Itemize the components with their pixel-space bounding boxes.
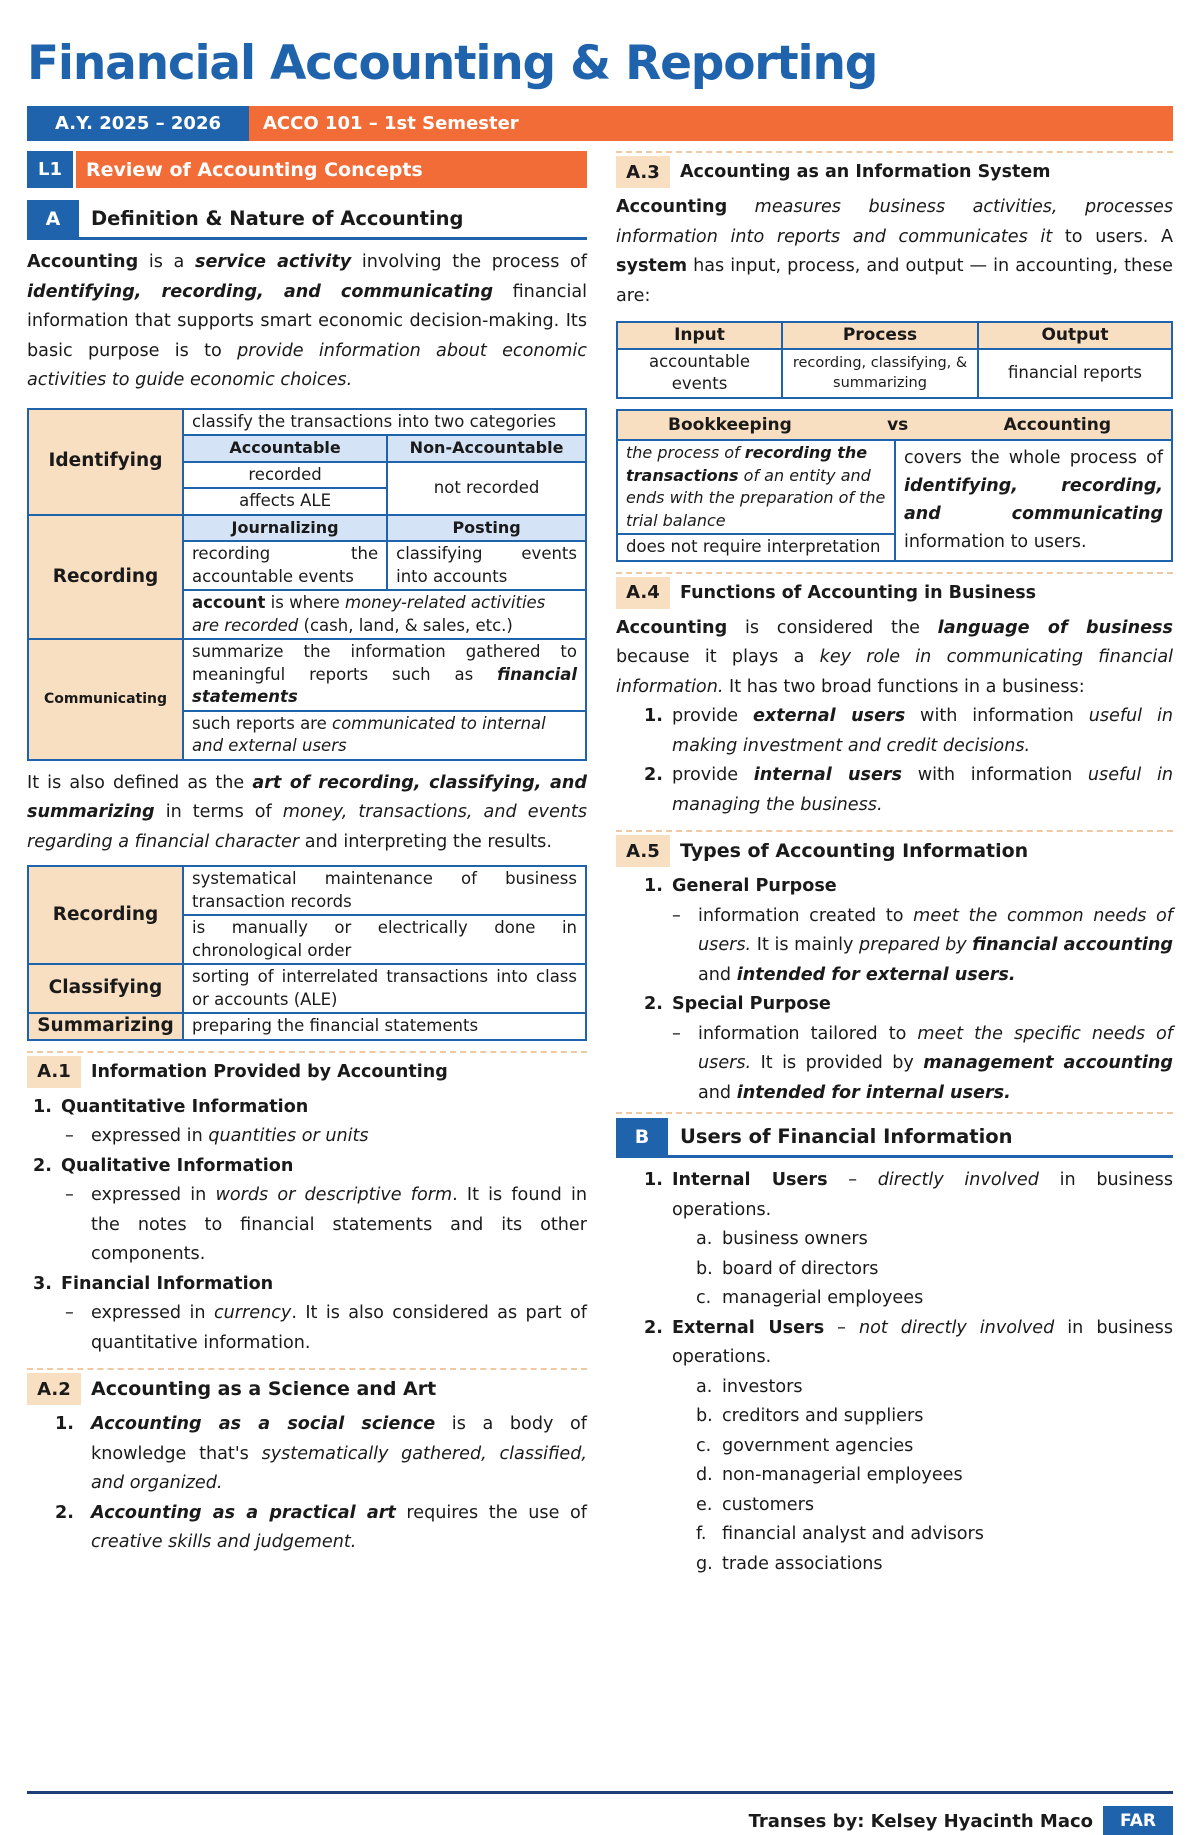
input-header: Input xyxy=(617,322,782,349)
posting-cell: classifying events into accounts xyxy=(387,541,586,590)
list-item: 2. Qualitative Information xyxy=(33,1155,294,1176)
process-value: recording, classifying, & summarizing xyxy=(782,349,978,398)
classifying-label: Classifying xyxy=(28,964,183,1013)
recording-label: Recording xyxy=(28,515,183,640)
lesson-tag: L1 xyxy=(27,151,73,188)
internal-users-list xyxy=(616,1225,1173,1314)
non-accountable-header: Non-Accountable xyxy=(387,435,586,462)
journalizing-cell: recording the accountable events xyxy=(183,541,387,590)
account-cell: account is where money-related activities are recorded (cash, land, & sales, etc.) xyxy=(183,590,586,639)
lesson-header xyxy=(27,151,587,188)
recorded-cell: recorded xyxy=(183,462,387,489)
section-title: Functions of Accounting in Business xyxy=(680,582,1037,603)
ipo-table xyxy=(616,321,1173,399)
left-column xyxy=(27,151,587,1558)
functions-list xyxy=(616,702,1173,820)
section-title: Types of Accounting Information xyxy=(680,840,1029,862)
definition-paragraph: It is also defined as the art of recording, classifying, and summarizing in terms of money, transactions, and events regarding a financial character and interpreting the results. xyxy=(27,772,588,852)
bookkeeping-note: does not require interpretation xyxy=(617,534,895,561)
reports-cell: such reports are communicated to internal and external users xyxy=(183,711,586,760)
info-list xyxy=(27,1093,587,1123)
section-tag: B xyxy=(616,1118,668,1155)
section-tag: A xyxy=(27,200,79,237)
list-item: 1. General Purpose xyxy=(644,876,837,896)
list-item: b. board of directors xyxy=(696,1258,879,1279)
right-column xyxy=(616,151,1173,1579)
section-title: Information Provided by Accounting xyxy=(91,1061,448,1082)
list-item: b. creditors and suppliers xyxy=(696,1406,924,1426)
bookkeeping-vs-accounting-table xyxy=(616,409,1173,562)
output-value: financial reports xyxy=(978,349,1172,398)
intro-paragraph: Accounting is a service activity involving the process of identifying, recording, and communicating financial information that supports smart economic decision-making. Its basic purpose is to provide information about economic activities to guide economic choices. xyxy=(27,252,587,390)
summarize-cell: summarize the information gathered to meaningful reports such as financial statements xyxy=(183,639,586,711)
list-item: 2. External Users – not directly involved in business operations. xyxy=(644,1317,1174,1367)
bookkeeping-def: the process of recording the transactions of an entity and ends with the preparation of the trial balance xyxy=(617,440,895,534)
journalizing-header: Journalizing xyxy=(183,515,387,542)
classifying-def: sorting of interrelated transactions into class or accounts (ALE) xyxy=(183,964,586,1013)
comparison-header xyxy=(617,410,1172,441)
list-item: 1. provide external users with information useful in making investment and credit decisions. xyxy=(644,706,1173,756)
list-item: g. trade associations xyxy=(696,1553,883,1574)
list-item: 2. provide internal users with information useful in managing the business. xyxy=(644,765,1173,815)
functions-paragraph: Accounting is considered the language of business because it plays a key role in communicating financial information. It has two broad functions in a business: xyxy=(616,617,1173,697)
summarizing-label: Summarizing xyxy=(28,1013,183,1040)
section-a2-header xyxy=(27,1368,587,1404)
summarizing-def: preparing the financial statements xyxy=(183,1013,586,1040)
course-band xyxy=(27,106,1173,141)
list-item: d. non-managerial employees xyxy=(696,1465,963,1485)
section-tag: A.5 xyxy=(616,835,670,867)
section-tag: A.1 xyxy=(27,1056,81,1088)
art-table xyxy=(27,865,587,1041)
recording-def-1: systematical maintenance of business transaction records xyxy=(183,866,586,915)
recording-label-2: Recording xyxy=(28,866,183,964)
footer xyxy=(749,1806,1173,1835)
section-title: Users of Financial Information xyxy=(680,1125,1013,1148)
list-detail: – expressed in words or descriptive form. It is found in the notes to financial statements and its other components. xyxy=(65,1185,587,1264)
section-title: Accounting as a Science and Art xyxy=(91,1378,437,1400)
list-item: 3. Financial Information xyxy=(33,1273,274,1294)
list-detail: – expressed in quantities or units xyxy=(65,1126,369,1146)
system-paragraph: Accounting measures business activities, processes information into reports and communicates it to users. A system has input, process, and output — in accounting, these are: xyxy=(616,197,1174,306)
section-b-header xyxy=(616,1112,1173,1158)
external-users-list xyxy=(616,1373,1173,1580)
process-table xyxy=(27,408,587,761)
section-a4-header xyxy=(616,572,1173,608)
science-art-list xyxy=(27,1410,587,1558)
posting-header: Posting xyxy=(387,515,586,542)
list-item: c. managerial employees xyxy=(696,1288,924,1308)
academic-year: A.Y. 2025 – 2026 xyxy=(27,106,249,141)
section-a-header xyxy=(27,200,587,240)
list-item: 1. Accounting as a social science is a body of knowledge that's systematically gathered, classified, and organized. xyxy=(55,1414,587,1493)
output-header: Output xyxy=(978,322,1172,349)
affects-ale-cell: affects ALE xyxy=(183,488,387,515)
list-item: 2. Special Purpose xyxy=(644,994,831,1014)
lesson-title: Review of Accounting Concepts xyxy=(73,151,587,188)
input-value: accountable events xyxy=(617,349,782,398)
identifying-label: Identifying xyxy=(28,409,183,515)
section-tag: A.4 xyxy=(616,577,670,609)
list-item: c. government agencies xyxy=(696,1435,914,1456)
list-item: f. financial analyst and advisors xyxy=(696,1524,984,1544)
subject-badge: FAR xyxy=(1103,1806,1173,1835)
accountable-header: Accountable xyxy=(183,435,387,462)
accounting-def: covers the whole process of identifying, recording, and communicating information to users. xyxy=(895,440,1172,561)
list-item: a. business owners xyxy=(696,1229,868,1249)
course-label: ACCO 101 – 1st Semester xyxy=(249,106,1173,141)
vs-label: vs xyxy=(887,414,909,435)
page-title: Financial Accounting & Reporting xyxy=(27,36,878,91)
list-detail: – information created to meet the common needs of users. It is mainly prepared by financial accounting and intended for external users. xyxy=(672,905,1174,985)
not-recorded-cell: not recorded xyxy=(387,462,586,515)
recording-def-2: is manually or electrically done in chronological order xyxy=(183,915,586,964)
classify-cell: classify the transactions into two categories xyxy=(183,409,586,436)
list-item: 2. Accounting as a practical art requires the use of creative skills and judgement. xyxy=(55,1502,587,1552)
section-a3-header xyxy=(616,151,1173,187)
list-item: 1. Quantitative Information xyxy=(33,1096,309,1117)
list-detail: – expressed in currency. It is also considered as part of quantitative information. xyxy=(65,1303,587,1353)
section-tag: A.2 xyxy=(27,1373,81,1405)
section-title: Accounting as an Information System xyxy=(680,162,1051,182)
list-item: a. investors xyxy=(696,1376,803,1397)
footer-divider xyxy=(27,1791,1173,1794)
list-detail: – information tailored to meet the specific needs of users. It is provided by management accounting and intended for internal users. xyxy=(672,1023,1173,1103)
section-a1-header xyxy=(27,1051,587,1087)
section-a5-header xyxy=(616,830,1173,866)
section-title: Definition & Nature of Accounting xyxy=(91,207,464,230)
list-item: 1. Internal Users – directly involved in business operations. xyxy=(644,1170,1174,1220)
author-credit: Transes by: Kelsey Hyacinth Maco xyxy=(748,1810,1093,1832)
communicating-label: Communicating xyxy=(28,639,183,760)
list-item: e. customers xyxy=(696,1494,815,1515)
section-tag: A.3 xyxy=(616,156,670,188)
bookkeeping-heading: Bookkeeping xyxy=(668,414,792,435)
process-header: Process xyxy=(782,322,978,349)
accounting-heading: Accounting xyxy=(1003,414,1111,435)
